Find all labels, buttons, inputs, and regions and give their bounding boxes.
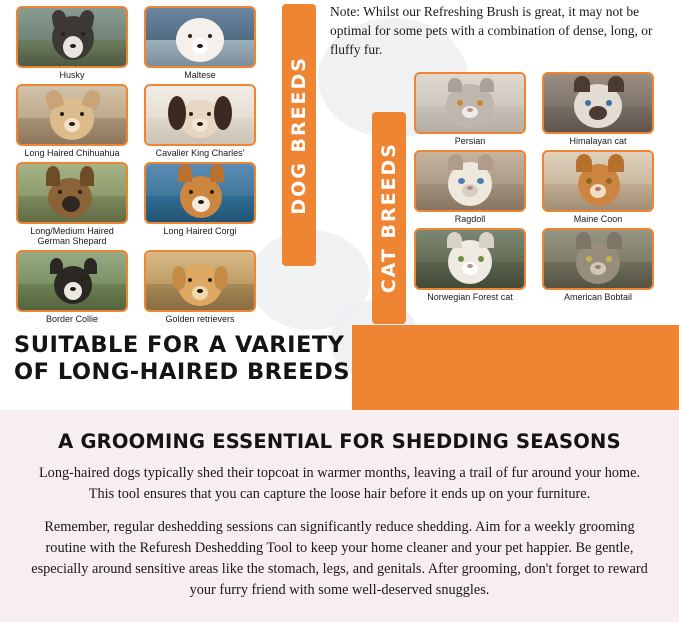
cat-breeds-banner [372,112,406,324]
breed-photo-himalayan [542,72,654,134]
breed-caption: Maine Coon [573,214,623,225]
breed-caption: American Bobtail [563,292,633,303]
bottom-section [0,410,679,622]
breed-caption: Maltese [184,70,216,80]
section-title: A GROOMING ESSENTIAL FOR SHEDDING SEASONS [58,430,621,453]
breed-cell [142,6,258,80]
body-paragraph-1: Long-haired dogs typically shed their topcoat in warmer months, leaving a trail of fur around your home. This tool ensures that you can capture the loose hair before it ends up on your furniture. [38,465,641,502]
breed-cell [540,228,656,302]
breed-photo-chihuahua [16,84,128,146]
breed-cell [142,250,258,324]
breed-photo-husky [16,6,128,68]
breed-cell [14,162,130,246]
breed-cell [540,72,656,146]
dog-breeds-banner-label: DOG BREEDS [288,55,310,215]
breed-cell [14,250,130,324]
breed-caption: Norwegian Forest cat [427,292,513,303]
breed-caption: Border Collie [45,314,99,325]
breed-photo-cavalier [144,84,256,146]
orange-accent-block [352,325,679,410]
breed-cell [412,150,528,224]
breed-photo-corgi [144,162,256,224]
cat-breeds-banner-label: CAT BREEDS [378,142,400,294]
page-headline: SUITABLE FOR A VARIETY OF LONG-HAIRED BREEDS [14,332,351,386]
dog-breeds-banner [282,4,316,266]
breed-caption: Cavalier King Charles' [155,148,245,159]
breed-photo-norwegian-forest-cat [414,228,526,290]
cat-breed-grid [412,72,668,302]
breed-photo-american-bobtail [542,228,654,290]
breed-photo-german-shepard [16,162,128,224]
breed-caption: Ragdoll [454,214,486,225]
breed-caption: Husky [59,70,85,80]
breed-photo-ragdoll [414,150,526,212]
breed-caption: Persian [454,136,486,146]
breed-cell [142,84,258,158]
breed-cell [412,228,528,302]
breed-photo-border-collie [16,250,128,312]
breed-photo-maltese [144,6,256,68]
breed-caption: Long Haired Chihuahua [24,148,120,159]
dog-breed-grid [14,6,266,324]
breed-cell [540,150,656,224]
breed-caption: Himalayan cat [569,136,627,146]
breed-cell [14,84,130,158]
breed-caption: Long/Medium Haired German Shepard [30,226,114,247]
breed-cell [14,6,130,80]
breed-photo-golden-retriever [144,250,256,312]
breed-caption: Long Haired Corgi [163,226,237,237]
body-paragraph-2: Remember, regular deshedding sessions can significantly reduce shedding. Aim for a weekly grooming routine with the Refuresh Deshedding Tool to keep your home cleaner and your pet happier. Be gentle, especially around sensitive areas like the stomach, legs, and genitals. After grooming, don't forget to reward your furry friend with some well-deserved snuggles. [31,519,648,598]
note-text: Note: Whilst our Refreshing Brush is great, it may not be optimal for some pets with a combination of dense, long, or fluffy fur. [330,4,653,58]
breed-cell [412,72,528,146]
breed-photo-persian [414,72,526,134]
breed-photo-maine-coon [542,150,654,212]
breed-caption: Golden retrievers [165,314,235,325]
breed-cell [142,162,258,246]
